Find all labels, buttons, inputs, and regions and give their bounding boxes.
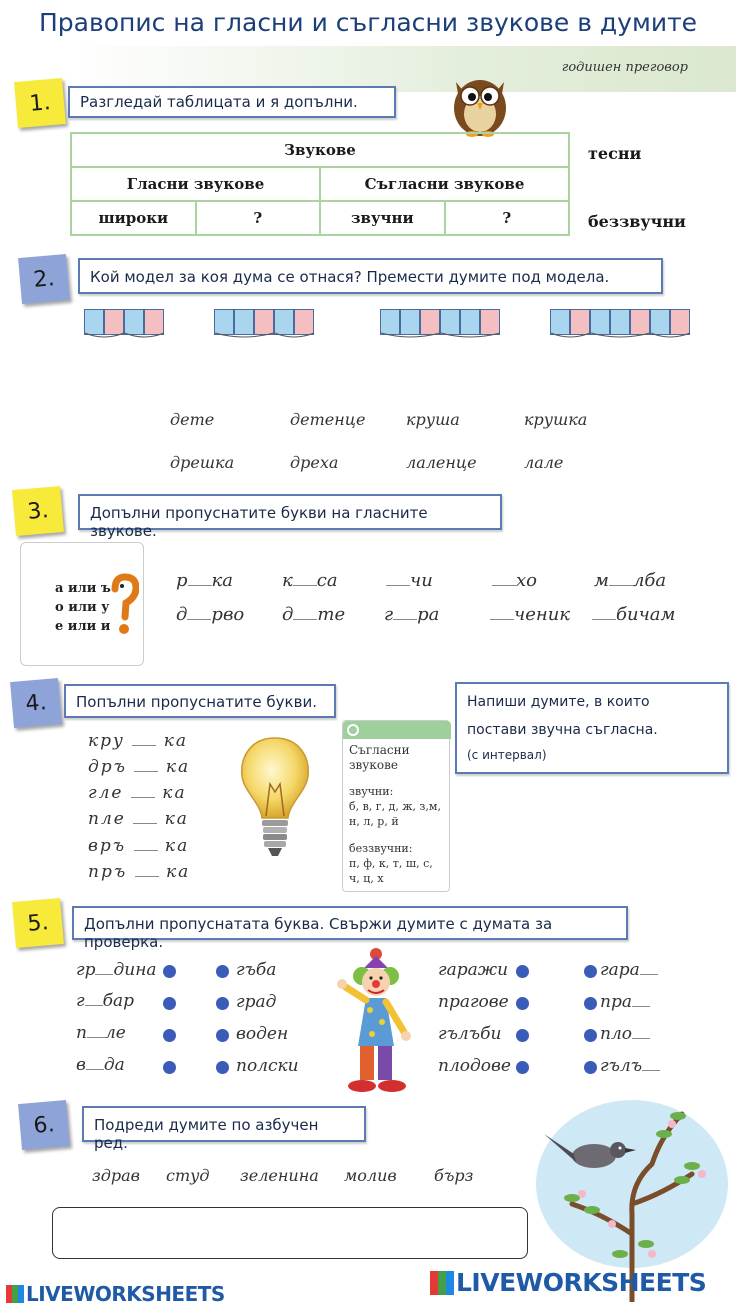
- draggable-word[interactable]: круша: [406, 410, 460, 429]
- task-6-instruction: Подреди думите по азбучен ред.: [82, 1106, 366, 1142]
- consonant-hint-card: [342, 720, 450, 892]
- consonant-input[interactable]: [131, 784, 155, 798]
- syllable-arcs-4: [550, 332, 692, 342]
- match-dot[interactable]: [516, 997, 529, 1010]
- match-dot[interactable]: [216, 997, 229, 1010]
- owl-illustration: [444, 66, 516, 138]
- vowel-input[interactable]: [293, 606, 317, 620]
- task-6-number: 6.: [18, 1100, 70, 1150]
- vowel-input[interactable]: [492, 572, 516, 586]
- hint-voiced-label: звучни:: [349, 785, 394, 798]
- match-word-left: г бар: [76, 991, 134, 1011]
- letter-input[interactable]: [86, 1056, 104, 1070]
- vowel-input[interactable]: [187, 606, 211, 620]
- consonant-fill-item: връ ка: [88, 836, 190, 856]
- vowel-input[interactable]: [609, 572, 633, 586]
- check-word: полски: [236, 1056, 299, 1076]
- check-word-right: пра: [600, 992, 650, 1012]
- page-subtitle: годишен преговор: [561, 60, 688, 75]
- consonant-input[interactable]: [134, 837, 158, 851]
- liveworksheets-logo-right: LIVEWORKSHEETS: [430, 1268, 706, 1297]
- sounds-table: [70, 132, 570, 236]
- match-dot[interactable]: [584, 1029, 597, 1042]
- task-4-right-instruction: Напиши думите, в които постави звучна съгласна. (с интервал): [455, 682, 729, 774]
- vowel-input[interactable]: [188, 572, 212, 586]
- draggable-word[interactable]: дреха: [290, 453, 339, 472]
- letter-input[interactable]: [642, 1057, 660, 1071]
- vowel-input[interactable]: [293, 572, 317, 586]
- liveworksheets-logo-left: LIVEWORKSHEETS: [6, 1282, 225, 1306]
- table-header-consonants: Съгласни звукове: [320, 167, 569, 201]
- table-header-sounds: Звукове: [71, 133, 569, 167]
- consonant-fill-item: дръ ка: [88, 757, 191, 777]
- match-dot[interactable]: [584, 997, 597, 1010]
- task-3-number: 3.: [12, 486, 64, 536]
- question-mark-character-icon: [109, 573, 139, 637]
- vowel-fill-item: ченик: [490, 604, 570, 625]
- consonant-fill-item: пръ ка: [88, 862, 191, 882]
- consonant-input[interactable]: [134, 758, 158, 772]
- liveworksheets-icon: [430, 1271, 454, 1295]
- consonant-fill-item: пле ка: [88, 809, 189, 829]
- sortable-word[interactable]: здрав: [92, 1166, 140, 1185]
- match-dot[interactable]: [163, 997, 176, 1010]
- match-dot[interactable]: [216, 965, 229, 978]
- letter-input[interactable]: [87, 1024, 105, 1038]
- light-bulb-icon: [236, 734, 314, 864]
- table-cell-wide: широки: [71, 201, 196, 235]
- table-cell-answer-2[interactable]: ?: [445, 201, 569, 235]
- match-word-left: в да: [76, 1055, 125, 1075]
- sortable-word[interactable]: студ: [166, 1166, 210, 1185]
- table-cell-answer-1[interactable]: ?: [196, 201, 320, 235]
- match-word-right: гълъби: [438, 1024, 502, 1044]
- check-word: гъба: [236, 960, 277, 980]
- draggable-word[interactable]: крушка: [524, 410, 588, 429]
- hint-voiceless-label: беззвучни:: [349, 842, 413, 855]
- hint-line: е или и: [55, 619, 111, 634]
- page-title: Правопис на гласни и съгласни звукове в думите: [38, 8, 698, 37]
- sortable-word[interactable]: зеленина: [240, 1166, 319, 1185]
- task-5-number: 5.: [12, 898, 64, 948]
- check-word-right: гълъ: [600, 1056, 660, 1076]
- match-dot[interactable]: [216, 1061, 229, 1074]
- letter-input[interactable]: [95, 961, 113, 975]
- sortable-word[interactable]: бърз: [434, 1166, 474, 1185]
- task-2-instruction: Кой модел за коя дума се отнася? Премести думите под модела.: [78, 258, 663, 294]
- consonant-input[interactable]: [132, 732, 156, 746]
- vowel-fill-item: г ра: [384, 604, 440, 625]
- consonant-input[interactable]: [133, 810, 157, 824]
- consonant-input[interactable]: [135, 863, 159, 877]
- consonant-fill-item: гле ка: [88, 783, 187, 803]
- vowel-fill-item: к са: [282, 570, 338, 591]
- match-dot[interactable]: [516, 965, 529, 978]
- vowel-fill-item: хо: [492, 570, 537, 591]
- hint-voiced-list: б, в, г, д, ж, з,м, н, л, р, й: [349, 800, 441, 828]
- task-1-number: 1.: [14, 78, 66, 128]
- hint-line: о или у: [55, 600, 110, 615]
- draggable-word[interactable]: дрешка: [170, 453, 235, 472]
- task-3-instruction: Допълни пропуснатите букви на гласните звукове.: [78, 494, 502, 530]
- clown-illustration: [334, 946, 418, 1100]
- match-dot[interactable]: [163, 965, 176, 978]
- task-4-instruction: Попълни пропуснатите букви.: [64, 684, 336, 718]
- hint-voiceless-list: п, ф, к, т, ш, с, ч, ц, х: [349, 857, 433, 885]
- match-word-left: п ле: [76, 1023, 126, 1043]
- check-word: град: [236, 992, 277, 1012]
- match-dot[interactable]: [516, 1061, 529, 1074]
- hint-card-header: [343, 721, 451, 739]
- vowel-fill-item: д рво: [176, 604, 245, 625]
- syllable-arcs-2: [214, 332, 316, 342]
- match-dot[interactable]: [584, 1061, 597, 1074]
- match-word-right: гаражи: [438, 960, 509, 980]
- sortable-word[interactable]: молив: [344, 1166, 397, 1185]
- vowel-input[interactable]: [592, 606, 616, 620]
- draggable-word[interactable]: лаленце: [406, 453, 477, 472]
- arrow-icon: [347, 724, 359, 736]
- word-option-voiceless[interactable]: беззвучни: [588, 212, 686, 231]
- vowel-fill-item: бичам: [592, 604, 675, 625]
- hint-line: а или ъ: [55, 581, 111, 596]
- vowel-fill-item: р ка: [176, 570, 234, 591]
- consonant-fill-item: кру ка: [88, 731, 189, 751]
- task-1-instruction: Разгледай таблицата и я допълни.: [68, 86, 396, 118]
- letter-input[interactable]: [85, 992, 103, 1006]
- letter-input[interactable]: [632, 1025, 650, 1039]
- match-dot[interactable]: [516, 1029, 529, 1042]
- vowel-input[interactable]: [386, 572, 410, 586]
- vowel-input[interactable]: [490, 606, 514, 620]
- alphabet-answer-input[interactable]: [52, 1207, 528, 1259]
- syllable-arcs-3: [380, 332, 502, 342]
- task-4-number: 4.: [10, 678, 62, 728]
- vowel-hint-card: [20, 542, 144, 666]
- match-word-right: прагове: [438, 992, 509, 1012]
- syllable-arcs-1: [84, 332, 166, 342]
- match-dot[interactable]: [216, 1029, 229, 1042]
- match-word-right: плодове: [438, 1056, 511, 1076]
- table-cell-voiced: звучни: [320, 201, 445, 235]
- vowel-input[interactable]: [393, 606, 417, 620]
- match-word-left: гр дина: [76, 960, 157, 980]
- check-word: воден: [236, 1024, 289, 1044]
- letter-input[interactable]: [632, 993, 650, 1007]
- task-5-instruction: Допълни пропуснатата буква. Свържи думите с думата за проверка.: [72, 906, 628, 940]
- table-header-vowels: Гласни звукове: [71, 167, 320, 201]
- hint-card-title: Съгласни звукове: [349, 743, 410, 772]
- check-word-right: пло: [600, 1024, 650, 1044]
- vowel-fill-item: чи: [386, 570, 433, 591]
- letter-input[interactable]: [640, 961, 658, 975]
- draggable-word[interactable]: лале: [524, 453, 564, 472]
- draggable-word[interactable]: детенце: [290, 410, 366, 429]
- task-2-number: 2.: [18, 254, 70, 304]
- match-dot[interactable]: [163, 1029, 176, 1042]
- liveworksheets-icon: [6, 1285, 24, 1303]
- vowel-fill-item: м лба: [594, 570, 667, 591]
- match-dot[interactable]: [584, 965, 597, 978]
- draggable-word[interactable]: дете: [170, 410, 215, 429]
- check-word-right: гара: [600, 960, 658, 980]
- word-option-narrow[interactable]: тесни: [588, 144, 642, 163]
- match-dot[interactable]: [163, 1061, 176, 1074]
- vowel-fill-item: д те: [282, 604, 346, 625]
